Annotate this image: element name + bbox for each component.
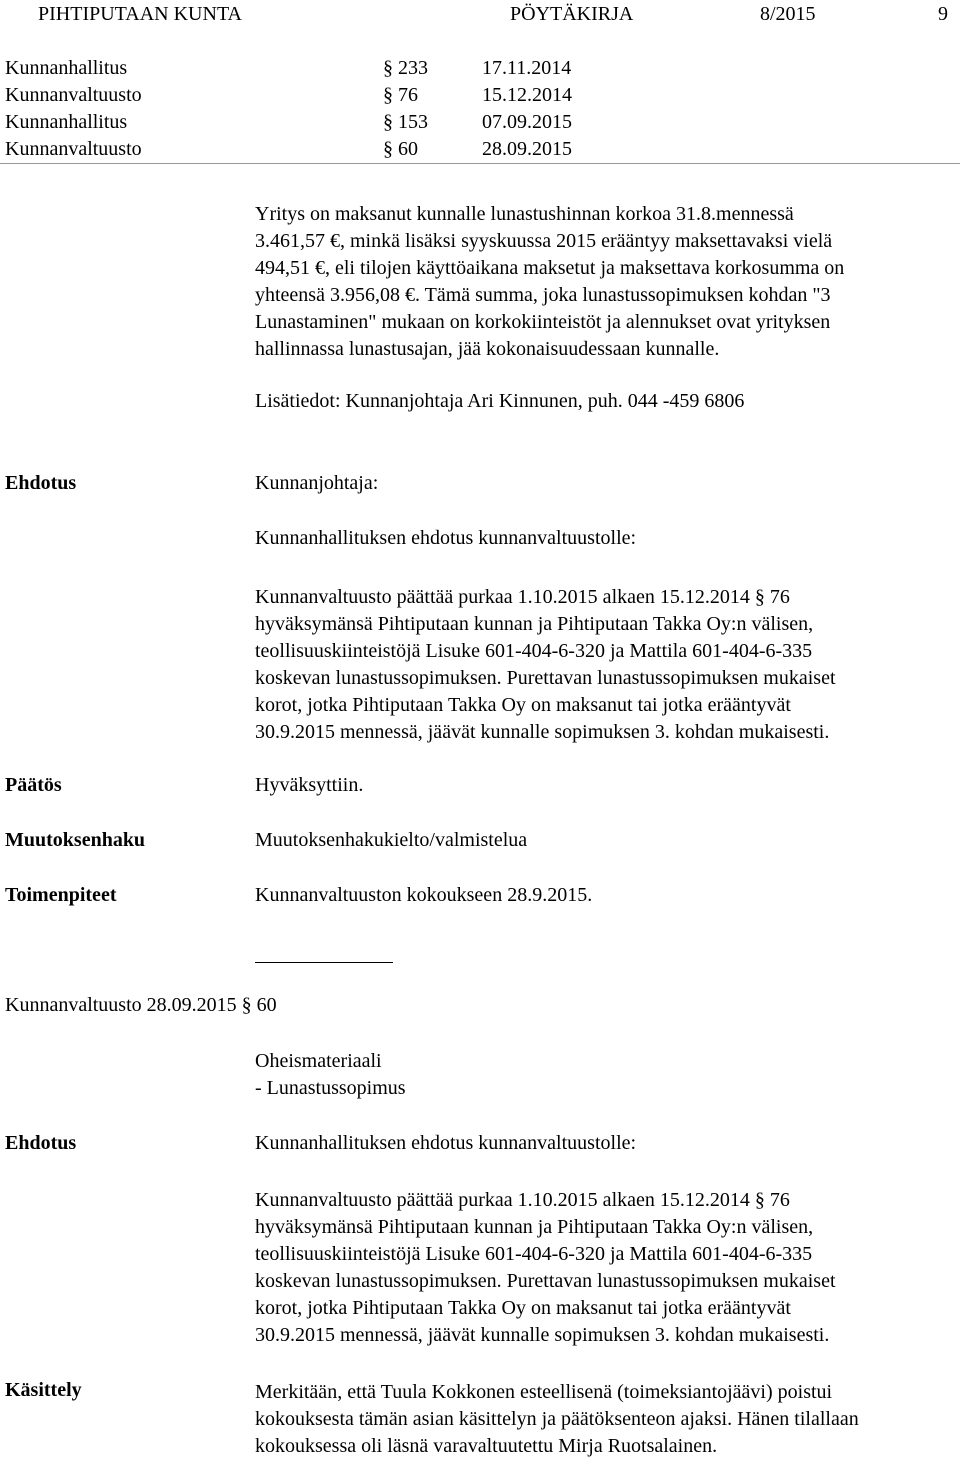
decision-label: Päätös — [5, 774, 62, 796]
history-date: 17.11.2014 — [482, 57, 572, 79]
intro-paragraph — [255, 201, 844, 363]
section-separator — [255, 962, 393, 963]
paragraph-line: koskevan lunastussopimuksen. Purettavan lunastussopimuksen mukaiset — [255, 1270, 836, 1292]
paragraph-line: kokouksesta tämän asian käsittelyn ja päätöksenteon ajaksi. Hänen tilallaan — [255, 1408, 859, 1430]
paragraph-line: 30.9.2015 mennessä, jäävät kunnalle sopimuksen 3. kohdan mukaisesti. — [255, 721, 830, 743]
header-municipality: PIHTIPUTAAN KUNTA — [38, 3, 243, 25]
actions-text: Kunnanvaltuuston kokoukseen 28.9.2015. — [255, 884, 593, 906]
appeal-label: Muutoksenhaku — [5, 829, 146, 851]
paragraph-line: Lunastaminen" mukaan on korkokiinteistöt ja alennukset ovat yrityksen — [255, 311, 831, 333]
paragraph-line: 30.9.2015 mennessä, jäävät kunnalle sopimuksen 3. kohdan mukaisesti. — [255, 1324, 830, 1346]
appeal-text: Muutoksenhakukielto/valmistelua — [255, 829, 528, 851]
history-body: Kunnanhallitus — [5, 111, 128, 133]
attachments-title: Oheismateriaali — [255, 1050, 382, 1072]
paragraph-line: Merkitään, että Tuula Kokkonen esteellisenä (toimeksiantojäävi) poistui — [255, 1381, 833, 1403]
proposal-label: Ehdotus — [5, 472, 77, 494]
history-body: Kunnanvaltuusto — [5, 84, 142, 106]
paragraph-line: 3.461,57 €, minkä lisäksi syyskuussa 2015 erääntyy maksettavaksi vielä — [255, 230, 833, 252]
paragraph-line: teollisuuskiinteistöjä Lisuke 601-404-6-320 ja Mattila 601-404-6-335 — [255, 1243, 813, 1265]
header-issue: 8/2015 — [760, 3, 816, 25]
decision-text: Hyväksyttiin. — [255, 774, 364, 796]
paragraph-line: korot, jotka Pihtiputaan Takka Oy on maksanut tai jotka erääntyvät — [255, 1297, 791, 1319]
proposal-text — [255, 584, 836, 746]
paragraph-line: teollisuuskiinteistöjä Lisuke 601-404-6-320 ja Mattila 601-404-6-335 — [255, 640, 813, 662]
paragraph-line: korot, jotka Pihtiputaan Takka Oy on maksanut tai jotka erääntyvät — [255, 694, 791, 716]
paragraph-line: hyväksymänsä Pihtiputaan kunnan ja Pihtiputaan Takka Oy:n välisen, — [255, 613, 814, 635]
paragraph-line: Kunnanvaltuusto päättää purkaa 1.10.2015 alkaen 15.12.2014 § 76 — [255, 1189, 790, 1211]
proposal-text — [255, 1187, 836, 1349]
contact-info: Lisätiedot: Kunnanjohtaja Ari Kinnunen, puh. 044 -459 6806 — [255, 390, 745, 412]
history-date: 07.09.2015 — [482, 111, 572, 133]
handling-label: Käsittely — [5, 1379, 82, 1401]
header-divider — [0, 163, 960, 164]
paragraph-line: kokouksessa oli läsnä varavaltuutettu Mirja Ruotsalainen. — [255, 1435, 718, 1457]
history-date: 15.12.2014 — [482, 84, 572, 106]
paragraph-line: Yritys on maksanut kunnalle lunastushinnan korkoa 31.8.mennessä — [255, 203, 794, 225]
history-body: Kunnanvaltuusto — [5, 138, 142, 160]
paragraph-line: koskevan lunastussopimuksen. Purettavan lunastussopimuksen mukaiset — [255, 667, 836, 689]
actions-label: Toimenpiteet — [5, 884, 117, 906]
proposal-presenter: Kunnanjohtaja: — [255, 472, 379, 494]
council-heading: Kunnanvaltuusto 28.09.2015 § 60 — [5, 994, 277, 1016]
paragraph-line: yhteensä 3.956,08 €. Tämä summa, joka lunastussopimuksen kohdan "3 — [255, 284, 831, 306]
paragraph-line: hyväksymänsä Pihtiputaan kunnan ja Pihtiputaan Takka Oy:n välisen, — [255, 1216, 814, 1238]
paragraph-line: 494,51 €, eli tilojen käyttöaikana maksetut ja maksettava korkosumma on — [255, 257, 845, 279]
history-date: 28.09.2015 — [482, 138, 572, 160]
header-doc-type: PÖYTÄKIRJA — [510, 3, 634, 25]
history-body: Kunnanhallitus — [5, 57, 128, 79]
history-section: § 233 — [383, 57, 428, 79]
history-section: § 76 — [383, 84, 418, 106]
proposal-label: Ehdotus — [5, 1132, 77, 1154]
paragraph-line: hallinnassa lunastusajan, jää kokonaisuudessaan kunnalle. — [255, 338, 720, 360]
history-section: § 60 — [383, 138, 418, 160]
paragraph-line: Kunnanvaltuusto päättää purkaa 1.10.2015 alkaen 15.12.2014 § 76 — [255, 586, 790, 608]
history-section: § 153 — [383, 111, 428, 133]
proposal-heading: Kunnanhallituksen ehdotus kunnanvaltuustolle: — [255, 1132, 637, 1154]
header-page-number: 9 — [938, 3, 948, 25]
proposal-heading: Kunnanhallituksen ehdotus kunnanvaltuustolle: — [255, 527, 637, 549]
handling-text — [255, 1379, 859, 1460]
attachments-item: - Lunastussopimus — [255, 1077, 406, 1099]
